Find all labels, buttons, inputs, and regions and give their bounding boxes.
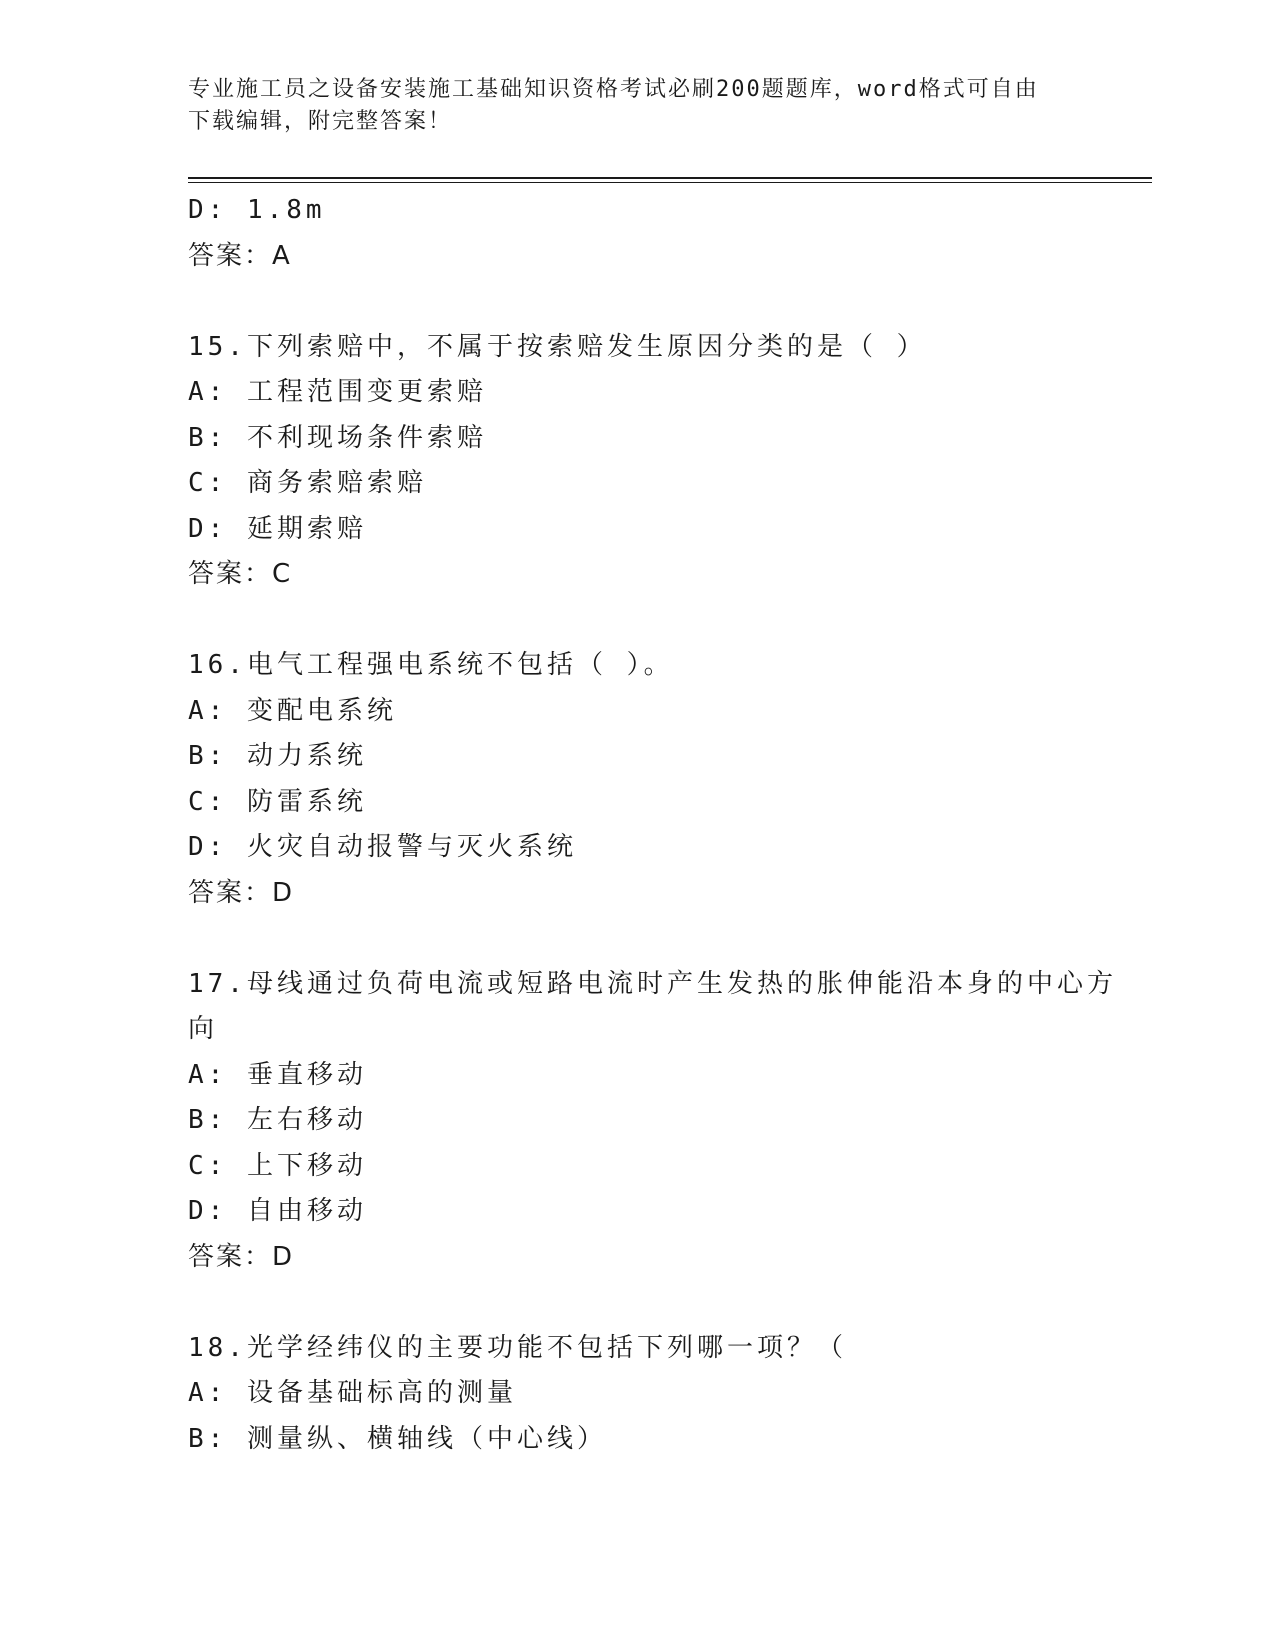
option-c: C: 防雷系统: [188, 786, 367, 817]
option-a: A: 设备基础标高的测量: [188, 1378, 517, 1408]
option-d: D: 延期索赔: [188, 513, 367, 544]
option-b: B: 左右移动: [188, 1105, 367, 1135]
spacer: [188, 1280, 1088, 1326]
option-b: B: 不利现场条件索赔: [188, 422, 487, 453]
question-title-line-1: 17.母线通过负荷电流或短路电流时产生发热的胀伸能沿本身的中心方: [188, 968, 1117, 999]
question-title-line-2: 向: [188, 1014, 219, 1044]
header-line-1: 专业施工员之设备安装施工基础知识资格考试必刷200题题库，word格式可自由: [188, 77, 1039, 102]
answer: 答案：C: [188, 559, 293, 589]
option-a: A: 垂直移动: [188, 1059, 367, 1090]
spacer: [188, 598, 1088, 644]
header-line-2: 下载编辑，附完整答案！: [188, 109, 453, 134]
answer: 答案：A: [188, 240, 292, 271]
option-a: A: 变配电系统: [188, 695, 397, 726]
option-c: C: 上下移动: [188, 1150, 367, 1181]
answer: 答案：D: [188, 877, 295, 908]
option-b: B: 动力系统: [188, 741, 367, 771]
question-title: 15.下列索赔中，不属于按索赔发生原因分类的是（ ）: [188, 331, 927, 362]
option-c: C: 商务索赔索赔: [188, 468, 427, 498]
spacer: [188, 916, 1088, 962]
option-b: B: 测量纵、横轴线（中心线）: [188, 1423, 607, 1454]
option-d: D: 自由移动: [188, 1196, 367, 1226]
question-title: 18.光学经纬仪的主要功能不包括下列哪一项？（: [188, 1332, 847, 1363]
question-title: 16.电气工程强电系统不包括（ ）。: [188, 650, 674, 680]
spacer: [188, 279, 1088, 325]
option-a: A: 工程范围变更索赔: [188, 377, 487, 407]
header-divider-thin: [188, 182, 1152, 183]
document-header: [188, 74, 1068, 138]
header-divider-thick: [188, 177, 1152, 179]
question-list: [188, 188, 1117, 1462]
answer: 答案：D: [188, 1241, 295, 1272]
option-d: D: 1.8m: [188, 195, 326, 225]
option-d: D: 火灾自动报警与灭火系统: [188, 832, 577, 862]
